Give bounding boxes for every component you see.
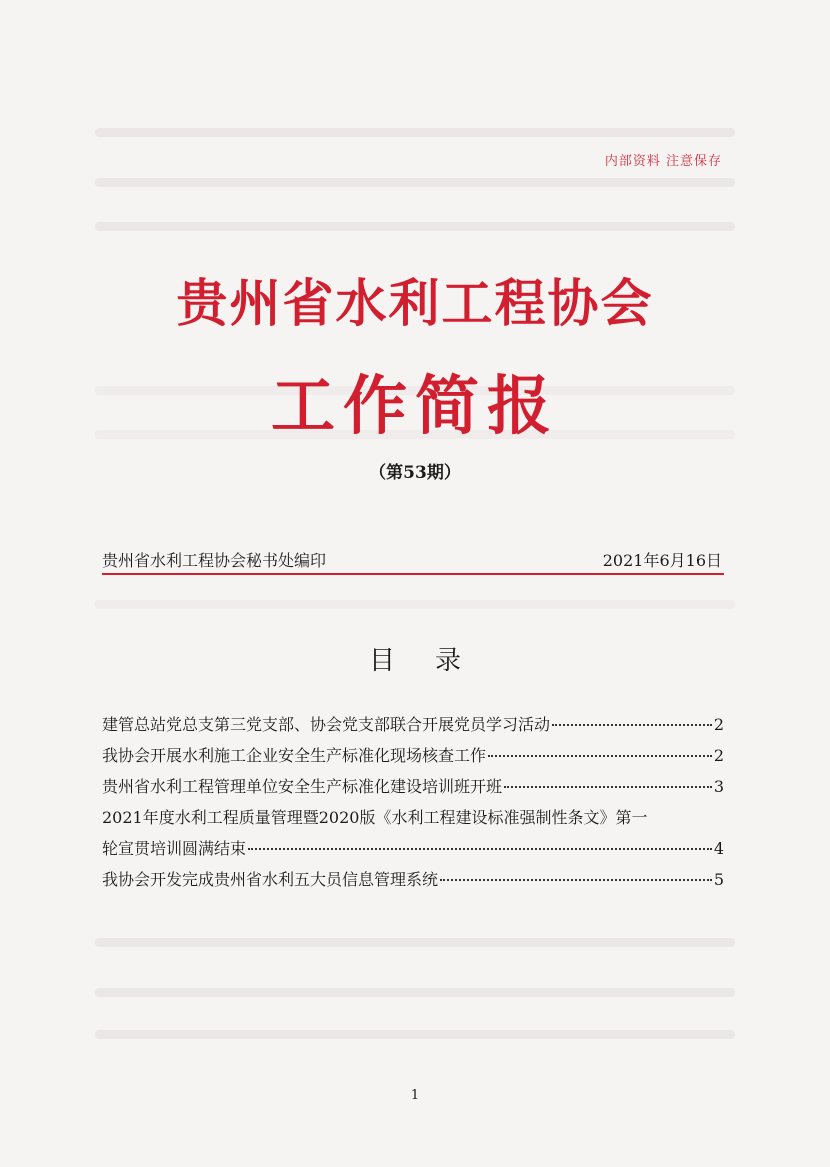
toc-item[interactable] — [102, 774, 724, 805]
table-of-contents — [102, 712, 724, 898]
toc-item-line-1[interactable] — [102, 805, 724, 836]
toc-leader-dots — [488, 755, 712, 757]
show-through-mark — [95, 128, 735, 137]
toc-item-page: 3 — [713, 777, 724, 796]
show-through-mark — [95, 600, 735, 609]
toc-leader-dots — [552, 724, 712, 726]
toc-item-title: 2021年度水利工程质量管理暨2020版《水利工程建设标准强制性条文》第一 — [102, 808, 648, 827]
show-through-mark — [95, 178, 735, 187]
header-divider — [102, 573, 724, 575]
confidential-mark: 内部资料 注意保存 — [604, 154, 722, 169]
toc-item-page: 5 — [713, 870, 724, 889]
toc-item-title-continued: 轮宣贯培训圆满结束 — [102, 839, 247, 858]
organization-title: 贵州省水利工程协会 — [176, 275, 654, 334]
toc-item-title: 我协会开展水利施工企业安全生产标准化现场核查工作 — [102, 746, 487, 765]
bulletin-title: 工作简报 — [271, 370, 559, 444]
toc-leader-dots — [504, 786, 712, 788]
show-through-mark — [95, 222, 735, 231]
toc-item[interactable] — [102, 867, 724, 898]
toc-item-page: 2 — [713, 746, 724, 765]
page-number: 1 — [410, 1088, 420, 1103]
publish-date: 2021年6月16日 — [602, 551, 722, 570]
toc-leader-dots — [440, 879, 712, 881]
toc-leader-dots — [248, 848, 712, 850]
show-through-mark — [95, 988, 735, 997]
toc-item[interactable] — [102, 712, 724, 743]
toc-heading: 目录 — [368, 646, 501, 676]
publisher-name: 贵州省水利工程协会秘书处编印 — [102, 551, 327, 570]
show-through-mark — [95, 938, 735, 947]
toc-item-page: 2 — [713, 715, 724, 734]
publisher-row — [102, 548, 722, 570]
show-through-mark — [95, 1030, 735, 1039]
issue-number: （第53期） — [369, 463, 461, 483]
toc-item-title: 建管总站党总支第三党支部、协会党支部联合开展党员学习活动 — [102, 715, 551, 734]
toc-item-line-2[interactable] — [102, 836, 724, 867]
toc-item[interactable] — [102, 743, 724, 774]
toc-item-title: 我协会开发完成贵州省水利五大员信息管理系统 — [102, 870, 439, 889]
toc-item-title: 贵州省水利工程管理单位安全生产标准化建设培训班开班 — [102, 777, 503, 796]
toc-item-page: 4 — [713, 839, 724, 858]
